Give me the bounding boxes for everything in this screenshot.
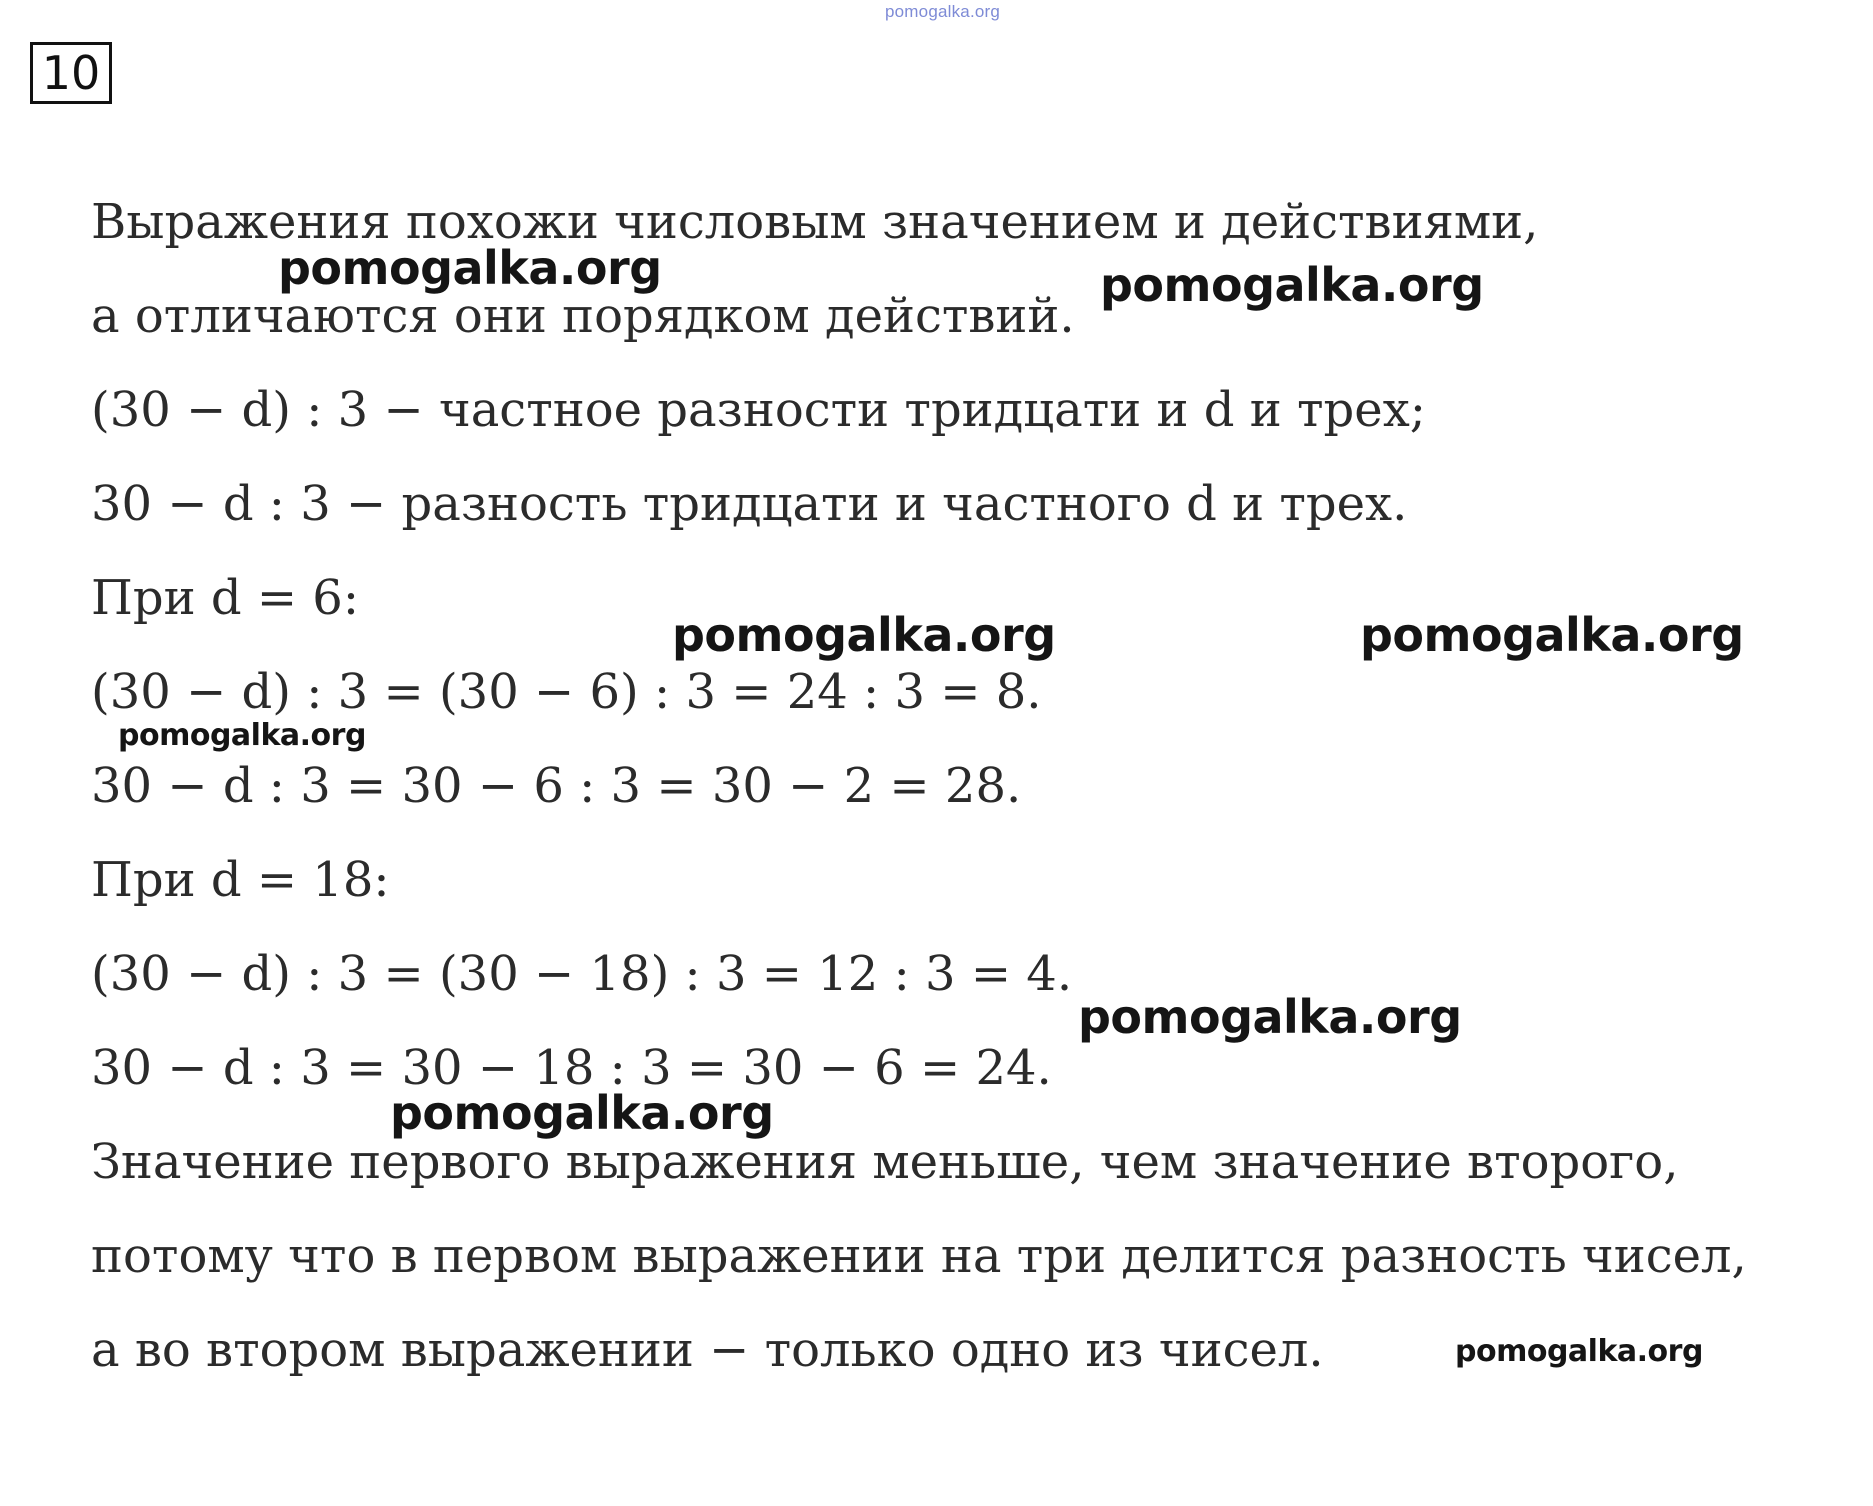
watermark: pomogalka.org: [1100, 258, 1484, 312]
case-heading-d18: При d = 18:: [91, 852, 390, 908]
expression-line-2: 30 − d : 3 − разность тридцати и частного d и трех.: [91, 476, 1408, 532]
conclusion-line-3: а во втором выражении − только одно из чисел.: [91, 1322, 1324, 1378]
text-line-2: а отличаются они порядком действий.: [91, 288, 1075, 344]
calc-line-d6-first: (30 − d) : 3 = (30 − 6) : 3 = 24 : 3 = 8.: [91, 664, 1042, 720]
conclusion-line-2: потому что в первом выражении на три делится разность чисел,: [91, 1228, 1747, 1284]
top-site-watermark: pomogalka.org: [885, 2, 1001, 21]
watermark: pomogalka.org: [672, 608, 1056, 662]
calc-line-d18-first: (30 − d) : 3 = (30 − 18) : 3 = 12 : 3 = 4.: [91, 946, 1073, 1002]
watermark: pomogalka.org: [278, 241, 662, 295]
watermark: pomogalka.org: [390, 1086, 774, 1140]
calc-line-d18-second: 30 − d : 3 = 30 − 18 : 3 = 30 − 6 = 24.: [91, 1040, 1052, 1096]
task-number-box: 10: [30, 42, 112, 104]
watermark: pomogalka.org: [1455, 1334, 1703, 1369]
expression-line-1: (30 − d) : 3 − частное разности тридцати и d и трех;: [91, 382, 1426, 438]
calc-line-d6-second: 30 − d : 3 = 30 − 6 : 3 = 30 − 2 = 28.: [91, 758, 1022, 814]
case-heading-d6: При d = 6:: [91, 570, 360, 626]
watermark: pomogalka.org: [1360, 608, 1744, 662]
watermark: pomogalka.org: [118, 718, 366, 753]
watermark: pomogalka.org: [1078, 990, 1462, 1044]
text-line-1: Выражения похожи числовым значением и действиями,: [91, 194, 1539, 250]
conclusion-line-1: Значение первого выражения меньше, чем значение второго,: [91, 1134, 1679, 1190]
